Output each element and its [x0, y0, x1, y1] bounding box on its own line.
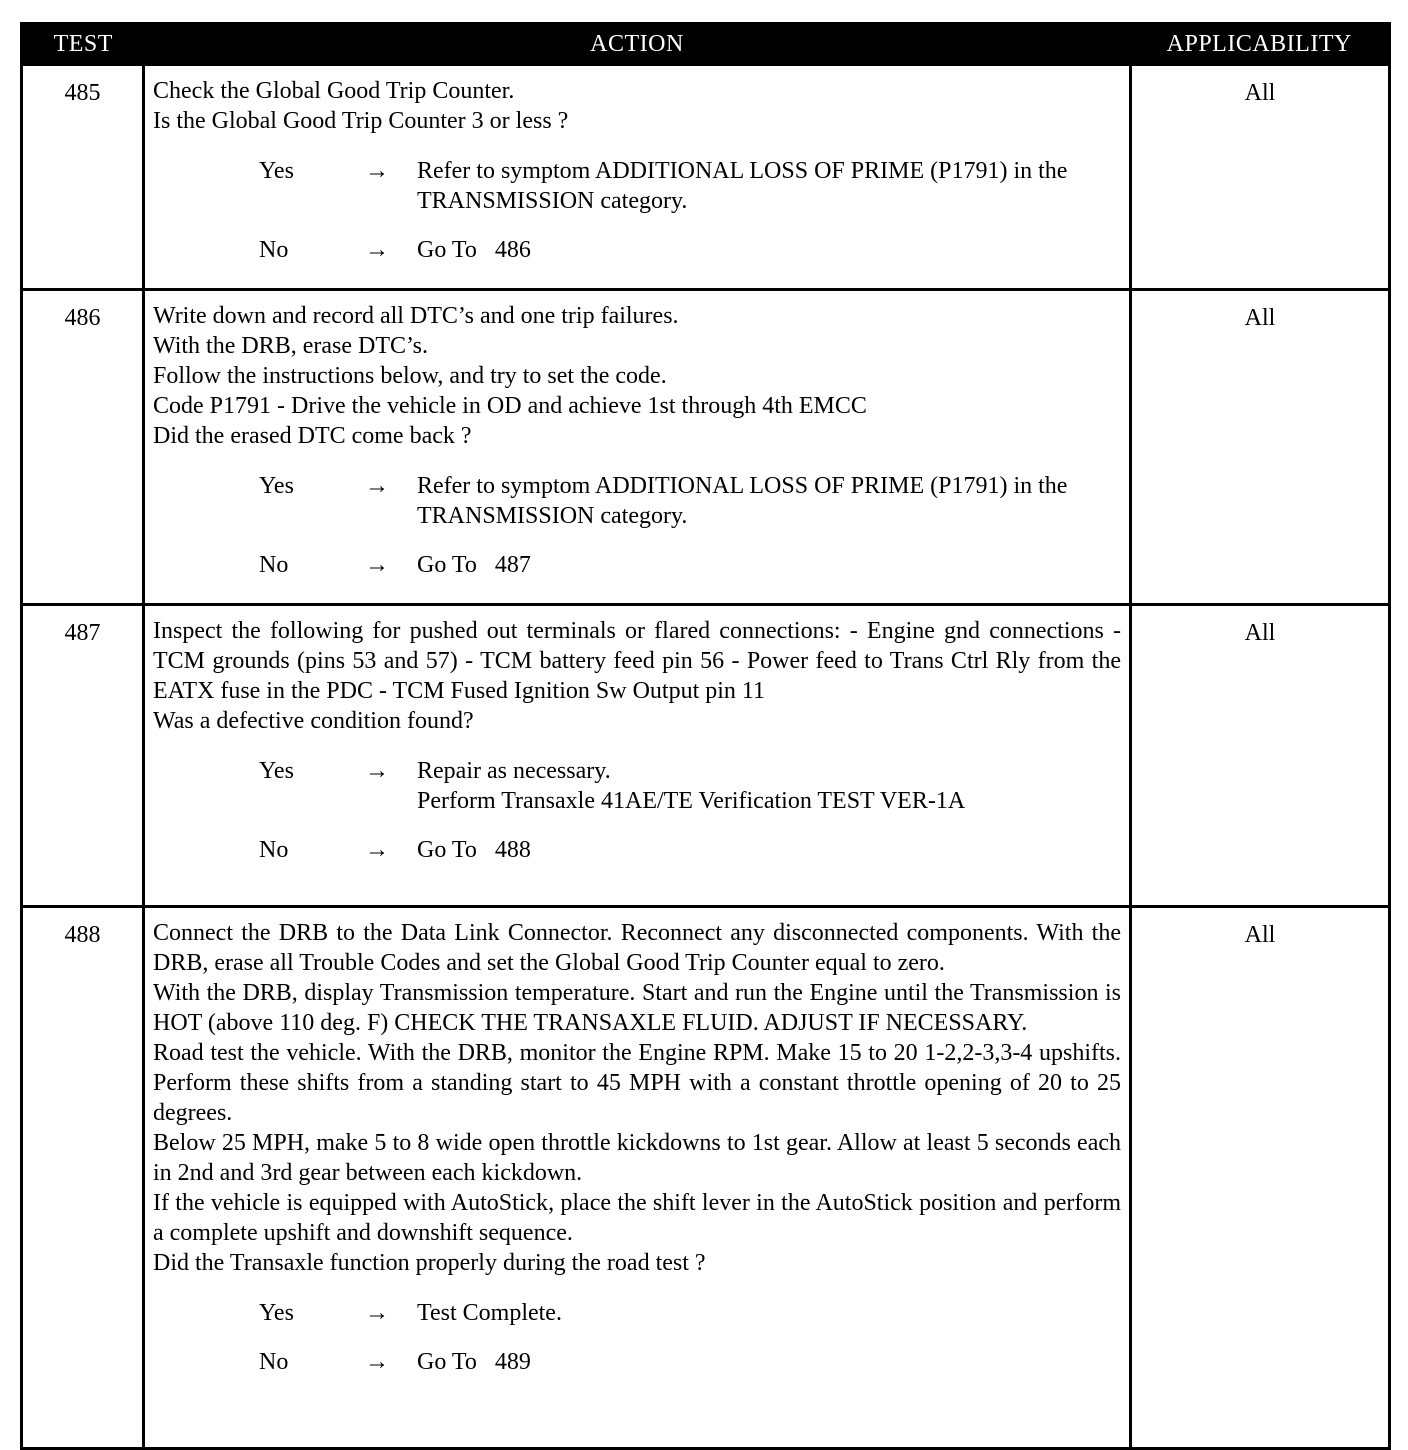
- test-number: 488: [22, 907, 144, 1449]
- instruction: Follow the instructions below, and try to set the code.: [153, 363, 667, 389]
- yes-label: Yes: [259, 158, 294, 184]
- instruction: Connect the DRB to the Data Link Connector. Reconnect any disconnected components. With the DRB, erase all Trouble Codes and set the Global Good Trip Counter equal to zero.: [153, 920, 1121, 976]
- result-line: TRANSMISSION category.: [417, 188, 688, 214]
- instruction: If the vehicle is equipped with AutoStick, place the shift lever in the AutoStick position and perform a complete upshift and downshift sequence.: [153, 1190, 1121, 1246]
- instruction: With the DRB, display Transmission temperature. Start and run the Engine until the Transmission is HOT (above 110 deg. F) CHECK THE TRANSAXLE FLUID. ADJUST IF NECESSARY.: [153, 980, 1121, 1036]
- header-test: TEST: [22, 24, 144, 65]
- instruction: Is the Global Good Trip Counter 3 or less ?: [153, 108, 569, 134]
- no-label: No: [259, 237, 289, 263]
- answer-block: [153, 156, 1121, 265]
- yes-answer: [153, 156, 1121, 216]
- arrow-icon: →: [365, 1349, 389, 1375]
- arrow-icon: →: [365, 552, 389, 578]
- instruction: Road test the vehicle. With the DRB, monitor the Engine RPM. Make 15 to 20 1-2,2-3,3-4 upshifts. Perform these shifts from a standing start to 45 MPH with a constant throttle opening of 20 to 25 degrees.: [153, 1040, 1121, 1126]
- applicability: All: [1131, 65, 1390, 290]
- instruction: With the DRB, erase DTC’s.: [153, 333, 428, 359]
- test-number: 485: [22, 65, 144, 290]
- instruction: Write down and record all DTC’s and one trip failures.: [153, 303, 679, 329]
- result-line: Refer to symptom ADDITIONAL LOSS OF PRIME (P1791) in the: [417, 158, 1068, 184]
- diagnostic-test-table: [20, 22, 1391, 1450]
- table-row: [22, 65, 1390, 290]
- yes-result: [417, 156, 1121, 216]
- action-cell: [144, 65, 1131, 290]
- yes-result: [417, 1298, 1121, 1328]
- no-answer: [153, 1347, 1121, 1377]
- no-answer: [153, 550, 1121, 580]
- instruction: Below 25 MPH, make 5 to 8 wide open throttle kickdowns to 1st gear. Allow at least 5 seconds each in 2nd and 3rd gear between each kickdown.: [153, 1130, 1121, 1186]
- yes-answer: [153, 1298, 1121, 1328]
- header-row: [22, 24, 1390, 65]
- instruction: Was a defective condition found?: [153, 708, 474, 734]
- instruction: Inspect the following for pushed out terminals or flared connections: - Engine gnd connections - TCM grounds (pins 53 and 57) - TCM battery feed pin 56 - Power feed to Trans Ctrl Rly from the EATX fuse in the PDC - TCM Fused Ignition Sw Output pin 11: [153, 618, 1121, 704]
- instruction: Did the Transaxle function properly during the road test ?: [153, 1250, 706, 1276]
- no-answer: [153, 235, 1121, 265]
- answer-block: [153, 756, 1121, 865]
- no-label: No: [259, 552, 289, 578]
- arrow-icon: →: [365, 158, 389, 184]
- instruction: Did the erased DTC come back ?: [153, 423, 472, 449]
- table-row: [22, 907, 1390, 1449]
- action-cell: [144, 605, 1131, 907]
- applicability: All: [1131, 907, 1390, 1449]
- action-cell: [144, 290, 1131, 605]
- no-label: No: [259, 1349, 289, 1375]
- yes-label: Yes: [259, 1300, 294, 1326]
- yes-label: Yes: [259, 473, 294, 499]
- answer-block: [153, 1298, 1121, 1377]
- no-label: No: [259, 837, 289, 863]
- arrow-icon: →: [365, 758, 389, 784]
- no-result: Go To 487: [417, 552, 531, 578]
- result-line: TRANSMISSION category.: [417, 503, 688, 529]
- yes-label: Yes: [259, 758, 294, 784]
- result-line: Repair as necessary.: [417, 758, 611, 784]
- header-applicability: APPLICABILITY: [1131, 24, 1390, 65]
- no-result: Go To 488: [417, 837, 531, 863]
- result-line: Refer to symptom ADDITIONAL LOSS OF PRIME (P1791) in the: [417, 473, 1068, 499]
- yes-answer: [153, 471, 1121, 531]
- answer-block: [153, 471, 1121, 580]
- arrow-icon: →: [365, 1300, 389, 1326]
- result-line: Perform Transaxle 41AE/TE Verification TEST VER-1A: [417, 788, 966, 814]
- table-row: [22, 290, 1390, 605]
- applicability: All: [1131, 605, 1390, 907]
- no-answer: [153, 835, 1121, 865]
- header-action: ACTION: [144, 24, 1131, 65]
- yes-answer: [153, 756, 1121, 816]
- test-number: 486: [22, 290, 144, 605]
- arrow-icon: →: [365, 237, 389, 263]
- no-result: Go To 489: [417, 1349, 531, 1375]
- table-row: [22, 605, 1390, 907]
- arrow-icon: →: [365, 837, 389, 863]
- yes-result: [417, 471, 1121, 531]
- test-number: 487: [22, 605, 144, 907]
- no-result: Go To 486: [417, 237, 531, 263]
- action-cell: [144, 907, 1131, 1449]
- instruction: Code P1791 - Drive the vehicle in OD and achieve 1st through 4th EMCC: [153, 393, 867, 419]
- result-line: Test Complete.: [417, 1300, 562, 1326]
- arrow-icon: →: [365, 473, 389, 499]
- instruction: Check the Global Good Trip Counter.: [153, 78, 515, 104]
- yes-result: [417, 756, 1121, 816]
- applicability: All: [1131, 290, 1390, 605]
